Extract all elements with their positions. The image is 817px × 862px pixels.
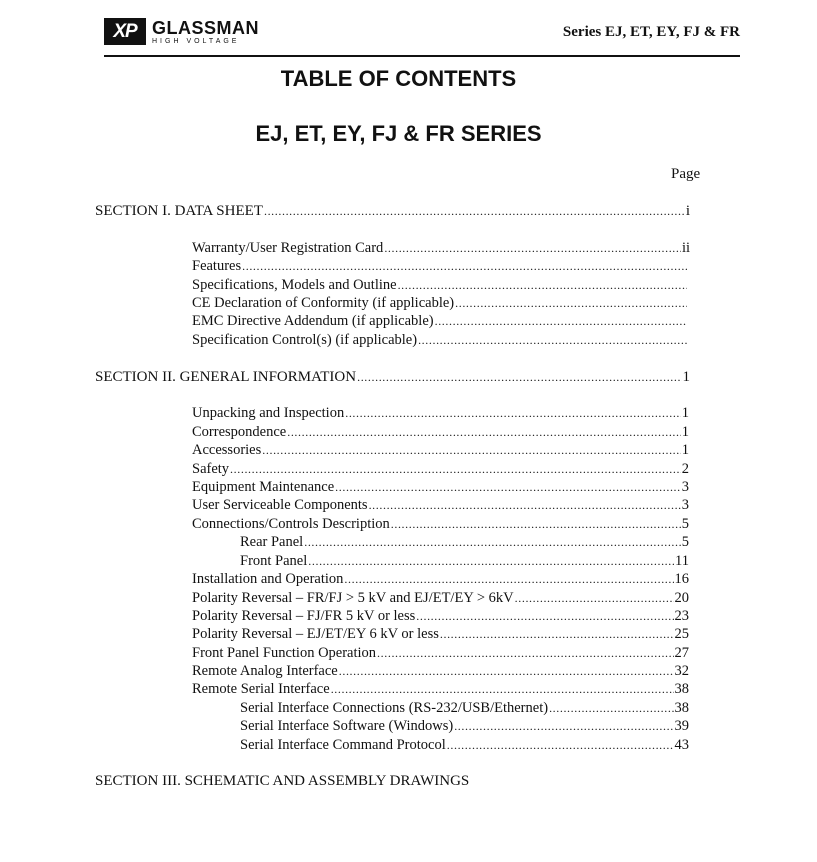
toc-subitem[interactable]	[240, 717, 689, 735]
dot-leader	[345, 404, 681, 422]
toc-page-number: i	[685, 203, 690, 219]
toc-item[interactable]	[192, 589, 689, 607]
toc-item-label: Correspondence	[192, 424, 287, 440]
toc-page-number: 3	[681, 497, 689, 513]
toc-page-number: 5	[681, 516, 689, 532]
toc-page-number: 39	[674, 718, 689, 734]
dot-leader	[416, 607, 673, 625]
toc-section-1[interactable]	[95, 202, 690, 220]
toc-item[interactable]	[192, 570, 689, 588]
toc-page-number: 23	[674, 608, 689, 624]
toc-subitem[interactable]	[240, 533, 689, 551]
toc-page-number: 27	[674, 645, 689, 661]
toc-item[interactable]	[192, 276, 688, 294]
toc-item[interactable]	[192, 331, 688, 349]
dot-leader	[369, 496, 681, 514]
toc-page-number: 2	[681, 461, 689, 477]
toc-item-label: User Serviceable Components	[192, 497, 368, 513]
toc-subitem[interactable]	[240, 736, 689, 754]
toc-item[interactable]	[192, 239, 690, 257]
dot-leader	[515, 589, 674, 607]
logo-subtitle: HIGH VOLTAGE	[152, 38, 240, 45]
toc-item[interactable]	[192, 441, 689, 459]
toc-item-label: Remote Serial Interface	[192, 681, 330, 697]
toc-item-label: Serial Interface Connections (RS-232/USB/Ethernet)	[240, 700, 549, 716]
dot-leader	[230, 460, 681, 478]
toc-item[interactable]	[192, 607, 689, 625]
toc-item[interactable]	[192, 460, 689, 478]
dot-leader	[308, 552, 674, 570]
toc-item-label: CE Declaration of Conformity (if applicable)	[192, 295, 455, 311]
logo-wordmark	[152, 19, 259, 46]
toc-item-label: Polarity Reversal – EJ/ET/EY 6 kV or less	[192, 626, 439, 642]
toc-item[interactable]	[192, 644, 689, 662]
toc-item[interactable]	[192, 515, 689, 533]
dot-leader	[418, 331, 687, 349]
toc-item-label: Front Panel	[240, 553, 308, 569]
toc-item-label: Accessories	[192, 442, 262, 458]
dot-leader	[440, 625, 674, 643]
toc-page-number: 3	[681, 479, 689, 495]
toc-item-label: Serial Interface Software (Windows)	[240, 718, 454, 734]
page-subtitle: EJ, ET, EY, FJ & FR SERIES	[255, 121, 542, 146]
toc-page-number: 1	[681, 405, 689, 421]
toc-page-number: ii	[681, 240, 690, 256]
dot-leader	[331, 680, 674, 698]
toc-item-label: Rear Panel	[240, 534, 304, 550]
toc-page-number: 5	[681, 534, 689, 550]
toc-item[interactable]	[192, 404, 689, 422]
toc-item-label: Specification Control(s) (if applicable)	[192, 332, 418, 348]
dot-leader	[398, 276, 687, 294]
dot-leader	[344, 570, 673, 588]
toc-item[interactable]	[192, 312, 688, 330]
toc-page-number: 20	[674, 590, 689, 606]
series-header: Series EJ, ET, EY, FJ & FR	[562, 24, 740, 40]
toc-item[interactable]	[192, 625, 689, 643]
header-rule	[104, 55, 740, 57]
toc-item-label: Equipment Maintenance	[192, 479, 335, 495]
toc-item-label: Connections/Controls Description	[192, 516, 390, 532]
toc-page-number: 43	[674, 737, 689, 753]
page-title: TABLE OF CONTENTS	[280, 66, 517, 91]
toc-item[interactable]	[192, 478, 689, 496]
dot-leader	[384, 239, 681, 257]
toc-section-label: SECTION III. SCHEMATIC AND ASSEMBLY DRAWINGS	[95, 773, 470, 789]
toc-item-label: EMC Directive Addendum (if applicable)	[192, 313, 434, 329]
dot-leader	[287, 423, 681, 441]
dot-leader	[242, 257, 687, 275]
dot-leader	[264, 202, 685, 220]
dot-leader	[447, 736, 674, 754]
toc-page-number: 1	[682, 369, 690, 385]
page-header	[104, 18, 740, 58]
toc-page-number: 1	[681, 424, 689, 440]
logo-name: GLASSMAN	[152, 18, 259, 38]
dot-leader	[304, 533, 681, 551]
logo-mark: XP	[104, 18, 146, 45]
dot-leader	[339, 662, 674, 680]
toc-item[interactable]	[192, 257, 688, 275]
toc-item[interactable]	[192, 662, 689, 680]
dot-leader	[455, 294, 687, 312]
toc-page-number: 38	[674, 681, 689, 697]
dot-leader	[262, 441, 680, 459]
toc-item-label: Unpacking and Inspection	[192, 405, 345, 421]
toc-subitem[interactable]	[240, 699, 689, 717]
toc-item-label: Features	[192, 258, 242, 274]
dot-leader	[357, 368, 681, 386]
toc-section-2[interactable]	[95, 368, 690, 386]
page-column-label: Page	[671, 166, 701, 182]
toc-page-number: 32	[674, 663, 689, 679]
toc-item-label: Remote Analog Interface	[192, 663, 338, 679]
toc-item-label: Serial Interface Command Protocol	[240, 737, 446, 753]
toc-page-number: 1	[681, 442, 689, 458]
dot-leader	[435, 312, 687, 330]
toc-item-label: Warranty/User Registration Card	[192, 240, 384, 256]
toc-item-label: Installation and Operation	[192, 571, 344, 587]
toc-item-label: Safety	[192, 461, 230, 477]
glassman-logo	[104, 18, 259, 45]
toc-subitem[interactable]	[240, 552, 689, 570]
toc-item-label: Specifications, Models and Outline	[192, 277, 397, 293]
toc-section-label: SECTION II. GENERAL INFORMATION	[95, 369, 357, 385]
toc-item-label: Front Panel Function Operation	[192, 645, 377, 661]
toc-item[interactable]	[192, 496, 689, 514]
dot-leader	[454, 717, 673, 735]
toc-page-number: 38	[674, 700, 689, 716]
toc-section-3[interactable]	[95, 772, 690, 790]
toc-page-number: 16	[674, 571, 689, 587]
toc-page-number: 11	[675, 553, 689, 569]
toc-page-number: 25	[674, 626, 689, 642]
toc-item-label: Polarity Reversal – FJ/FR 5 kV or less	[192, 608, 416, 624]
dot-leader	[377, 644, 673, 662]
dot-leader	[335, 478, 681, 496]
dot-leader	[391, 515, 681, 533]
dot-leader	[549, 699, 673, 717]
toc-item-label: Polarity Reversal – FR/FJ > 5 kV and EJ/ET/EY > 6kV	[192, 590, 514, 606]
toc-item[interactable]	[192, 423, 689, 441]
toc-item[interactable]	[192, 680, 689, 698]
toc-item[interactable]	[192, 294, 688, 312]
toc-section-label: SECTION I. DATA SHEET	[95, 203, 263, 219]
